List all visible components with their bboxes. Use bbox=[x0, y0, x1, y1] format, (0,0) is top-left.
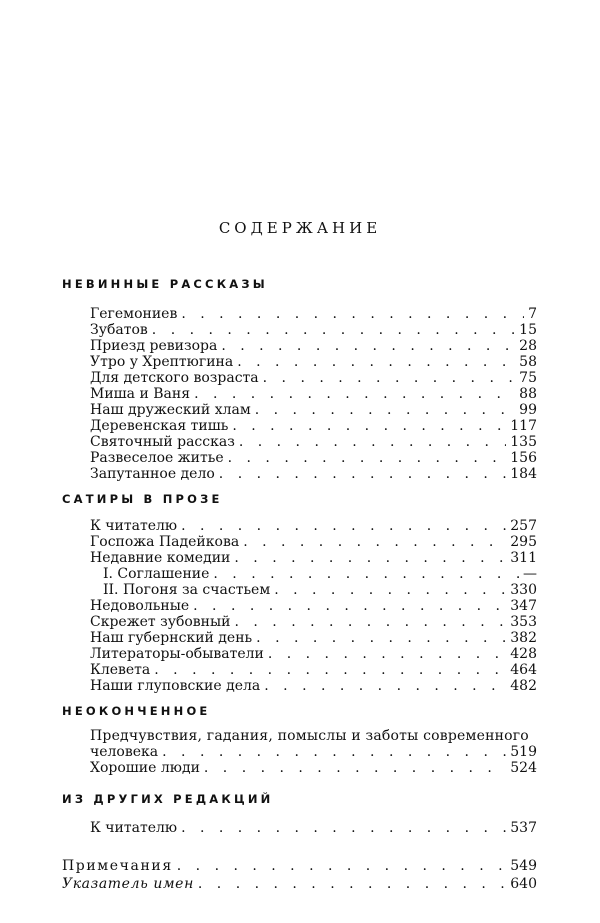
toc-entry[interactable]: человека . . . 519 bbox=[90, 744, 537, 760]
toc-entry-line: Предчувствия, гадания, помыслы и заботы современного bbox=[90, 728, 529, 744]
page-number: 58 bbox=[519, 354, 537, 370]
toc-entry[interactable]: Запутанное дело . . . 184 bbox=[90, 466, 537, 482]
section-heading: НЕВИННЫЕ РАССКАЗЫ bbox=[62, 277, 268, 291]
page-number: 295 bbox=[510, 534, 537, 550]
toc-entry[interactable]: Скрежет зубовный . . . 353 bbox=[90, 614, 537, 630]
page-number: — bbox=[523, 566, 537, 582]
toc-entry[interactable]: II. Погоня за счастьем . . . 330 bbox=[103, 582, 537, 598]
toc-entry[interactable]: Литераторы-обыватели . . . 428 bbox=[90, 646, 537, 662]
page-number: 75 bbox=[519, 370, 537, 386]
page-number: 156 bbox=[510, 450, 537, 466]
toc-entry[interactable]: I. Соглашение . . . — bbox=[103, 566, 537, 582]
section-heading: ИЗ ДРУГИХ РЕДАКЦИЙ bbox=[62, 792, 274, 806]
toc-entry[interactable]: Клевета . . . 464 bbox=[90, 662, 537, 678]
page-number: 549 bbox=[510, 858, 537, 874]
page-number: 311 bbox=[510, 550, 537, 566]
page-number: 15 bbox=[519, 322, 537, 338]
page-number: 28 bbox=[519, 338, 537, 354]
toc-entry[interactable]: К читателю . . . 257 bbox=[90, 518, 537, 534]
section-heading: САТИРЫ В ПРОЗЕ bbox=[62, 492, 223, 506]
page-number: 428 bbox=[510, 646, 537, 662]
toc-entry[interactable]: Деревенская тишь . . . 117 bbox=[90, 418, 537, 434]
page-number: 640 bbox=[510, 876, 537, 892]
toc-entry[interactable]: Развеселое житье . . . 156 bbox=[90, 450, 537, 466]
toc-entry[interactable]: Госпожа Падейкова . . . 295 bbox=[90, 534, 537, 550]
page-number: 88 bbox=[519, 386, 537, 402]
page-number: 257 bbox=[510, 518, 537, 534]
toc-entry-index[interactable]: Указатель имен . . . 640 bbox=[62, 876, 537, 892]
page-number: 464 bbox=[510, 662, 537, 678]
section-heading: НЕОКОНЧЕННОЕ bbox=[62, 704, 211, 718]
toc-entry[interactable]: Наши глуповские дела . . . 482 bbox=[90, 678, 537, 694]
page-number: 519 bbox=[510, 744, 537, 760]
page-number: 482 bbox=[510, 678, 537, 694]
page-number: 537 bbox=[510, 820, 537, 836]
page-number: 7 bbox=[528, 306, 537, 322]
toc-entry[interactable]: Хорошие люди . . . 524 bbox=[90, 760, 537, 776]
page-number: 184 bbox=[510, 466, 537, 482]
toc-entry[interactable]: Зубатов . . . 15 bbox=[90, 322, 537, 338]
page-number: 382 bbox=[510, 630, 537, 646]
page-number: 135 bbox=[510, 434, 537, 450]
page-number: 353 bbox=[510, 614, 537, 630]
page-number: 117 bbox=[510, 418, 537, 434]
toc-entry[interactable]: Утро у Хрептюгина . . . 58 bbox=[90, 354, 537, 370]
toc-entry[interactable]: Приезд ревизора . . . 28 bbox=[90, 338, 537, 354]
toc-entry[interactable]: Недавние комедии . . . 311 bbox=[90, 550, 537, 566]
toc-entry[interactable]: Недовольные . . . 347 bbox=[90, 598, 537, 614]
toc-entry[interactable]: Святочный рассказ . . . 135 bbox=[90, 434, 537, 450]
toc-entry[interactable]: Миша и Ваня . . . 88 bbox=[90, 386, 537, 402]
page-number: 330 bbox=[510, 582, 537, 598]
toc-entry[interactable]: Наш дружеский хлам . . . 99 bbox=[90, 402, 537, 418]
page-number: 347 bbox=[510, 598, 537, 614]
page-number: 99 bbox=[519, 402, 537, 418]
toc-entry[interactable]: Для детского возраста . . . 75 bbox=[90, 370, 537, 386]
toc-entry[interactable]: К читателю . . . 537 bbox=[90, 820, 537, 836]
toc-entry[interactable]: Гегемониев . . . 7 bbox=[90, 306, 537, 322]
page-number: 524 bbox=[510, 760, 537, 776]
toc-entry[interactable]: Наш губернский день . . . 382 bbox=[90, 630, 537, 646]
toc-entry-notes[interactable]: Примечания . . . 549 bbox=[62, 858, 537, 874]
page-title: СОДЕРЖАНИЕ bbox=[218, 219, 382, 237]
